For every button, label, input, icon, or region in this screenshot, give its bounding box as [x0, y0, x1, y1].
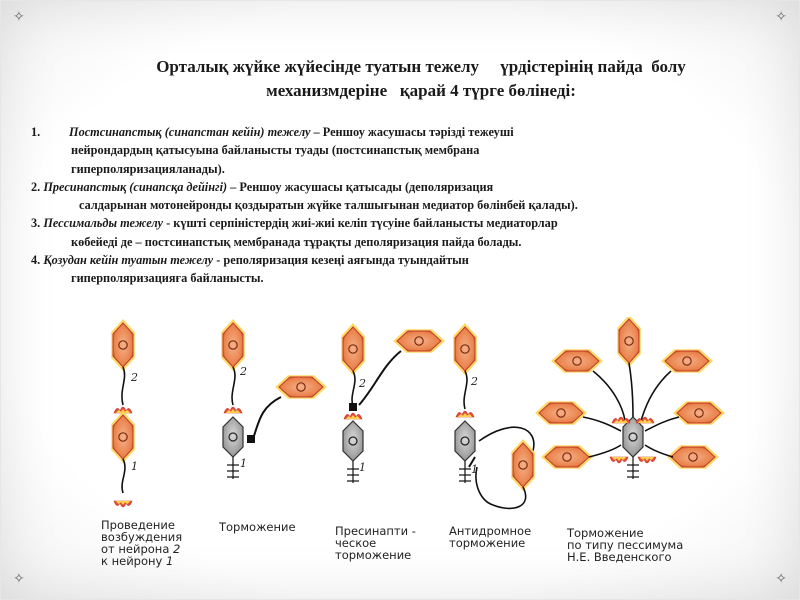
panel-presynaptic: [341, 323, 445, 483]
caption-conduction: [101, 519, 182, 567]
caption-line: Торможение: [219, 520, 296, 534]
caption-line: Торможение: [567, 526, 644, 540]
panel-conduction: [111, 319, 138, 507]
caption-line: Антидромное: [449, 524, 532, 538]
caption-line: возбуждения: [101, 530, 183, 544]
caption-line: Н.Е. Введенского: [567, 550, 672, 564]
neuron-label-two: 2: [359, 377, 366, 390]
title-line-1: Орталық жүйке жүйесінде туатын тежелу үрдістерінің пайда болу: [156, 57, 686, 76]
item-term: Пессимальды тежелу: [43, 216, 163, 231]
caption-presynaptic: [335, 525, 416, 561]
item-text: Реншоу жасушасы қатысады (деполяризация: [239, 179, 494, 194]
item-text: нейрондардың қатысуына байланысты туады (постсинапстық мембрана: [71, 143, 480, 158]
item-term: Постсинапстық (синапстан кейін) тежелу: [69, 125, 311, 139]
caption-inhibition: [219, 521, 296, 533]
neuron-label-one: 1: [131, 460, 138, 473]
caption-line: к нейрону: [101, 554, 166, 568]
item-separator: -: [163, 216, 174, 231]
item-term: Қозудан кейін туатын тежелу: [43, 253, 214, 268]
item-number: 2.: [31, 179, 41, 194]
item-text: салдарынан мотонейронды қоздыратын жүйке талшығынан медиатор бөлінбей қалады).: [79, 198, 578, 213]
item-number: 1.: [31, 125, 41, 139]
title-line-2: механизмдеріне қарай 4 түрге бөлінеді:: [266, 81, 576, 100]
item-text: күшті серпіністердің жиі-жиі келіп түсуіне байланысты медиаторлар: [173, 216, 558, 231]
caption-line: торможение: [449, 536, 526, 550]
corner-ornament-icon: ✧: [13, 10, 25, 25]
neuron-label-one: 1: [359, 461, 366, 474]
slide-title: [91, 55, 751, 103]
corner-ornament-icon: ✧: [775, 10, 787, 25]
list-item: [31, 214, 751, 232]
item-text: көбейеді де – постсинапстық мембранада тұрақты деполяризация пайда болады.: [71, 234, 522, 249]
neuron-label-one: 1: [471, 463, 478, 476]
caption-line: торможение: [335, 548, 412, 562]
corner-ornament-icon: ✧: [13, 572, 25, 587]
list-item: [31, 251, 751, 269]
caption-pessimum: [567, 527, 683, 563]
item-text: гиперполяризацияға байланысты.: [71, 271, 264, 286]
inhibition-diagram-figure: [93, 317, 725, 579]
panel-inhibition: [221, 319, 327, 479]
caption-line: ческое: [335, 536, 377, 550]
caption-line: 2: [173, 542, 181, 556]
caption-line: по типу пессимума: [567, 538, 684, 552]
item-number: 3.: [31, 216, 41, 231]
item-separator: –: [227, 179, 240, 194]
panel-antidromic: [453, 323, 535, 508]
item-text: гиперполяризацияланады).: [71, 161, 225, 176]
item-text: Реншоу жасушасы тәрізді тежеуші: [322, 125, 514, 139]
list-item: [31, 123, 751, 141]
neuron-label-two: 2: [131, 371, 138, 384]
list-item: [31, 178, 751, 196]
caption-line: 1: [166, 554, 174, 568]
neuron-label-two: 2: [240, 365, 247, 378]
neuron-label-one: 1: [240, 457, 247, 470]
item-text: реполяризация кезеңі аяғында туындайтын: [223, 253, 469, 268]
neuron-label-two: 2: [471, 375, 478, 388]
item-separator: -: [213, 253, 224, 268]
item-number: 4.: [31, 253, 41, 268]
item-term: Пресинапстық (синапсқа дейінгі): [43, 179, 228, 194]
caption-line: Пресинапти -: [335, 524, 416, 538]
corner-ornament-icon: ✧: [775, 572, 787, 587]
panel-pessimum: [535, 317, 725, 479]
item-separator: –: [310, 125, 323, 139]
inhibition-types-list: [31, 123, 751, 288]
caption-line: от нейрона: [101, 542, 174, 556]
caption-line: Проведение: [101, 518, 175, 532]
caption-antidromic: [449, 525, 531, 549]
